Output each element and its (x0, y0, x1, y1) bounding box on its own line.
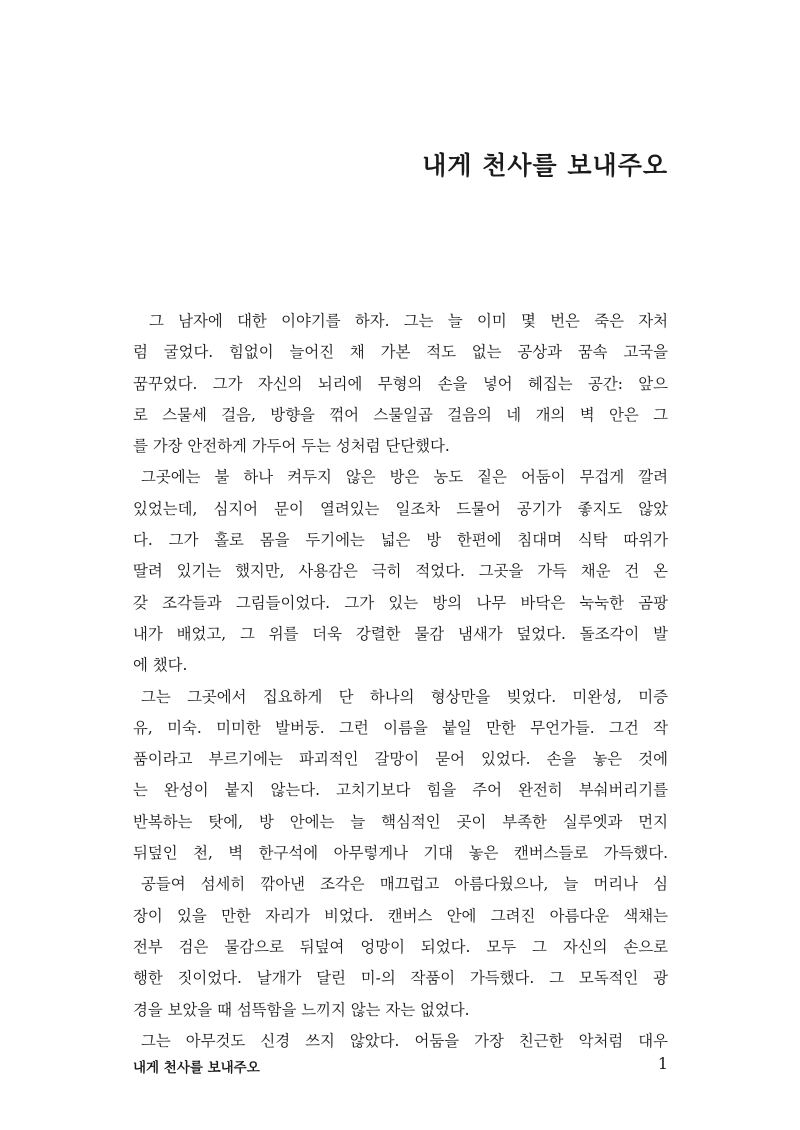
text-line: 공들여 섬세히 깎아낸 조각은 매끄럽고 아름다웠으나, 늘 머리나 심 (141, 875, 668, 894)
page-number: 1 (657, 1054, 668, 1073)
text-line: 갖 조각들과 그림들이었다. 그가 있는 방의 나무 바닥은 눅눅한 곰팡 (133, 593, 668, 612)
text-line: 그 남자에 대한 이야기를 하자. 그는 늘 이미 몇 번은 죽은 자처 (149, 312, 668, 330)
text-line: 전부 검은 물감으로 뒤덮여 엉망이 되었다. 모두 그 자신의 손으로 (133, 937, 668, 956)
text-line: 를 가장 안전하게 가두어 두는 성처럼 단단했다. (133, 437, 450, 456)
text-line: 장이 있을 만한 자리가 비었다. 캔버스 안에 그려진 아름다운 색채는 (133, 906, 668, 925)
text-line: 로 스물세 걸음, 방향을 꺾어 스물일곱 걸음의 네 개의 벽 안은 그 (133, 405, 668, 424)
text-line: 딸려 있기는 했지만, 사용감은 극히 적었다. 그곳을 가득 채운 건 온 (133, 562, 668, 581)
text-line: 뒤덮인 천, 벽 한구석에 아무렇게나 기대 놓은 캔버스들로 가득했다. (133, 844, 668, 863)
text-line: 반복하는 탓에, 방 안에는 늘 핵심적인 곳이 부족한 실루엣과 먼지 (133, 812, 668, 831)
text-line: 럼 굴었다. 힘없이 늘어진 채 가본 적도 없는 공상과 꿈속 고국을 (133, 343, 668, 362)
text-line: 그는 아무것도 신경 쓰지 않았다. 어둠을 가장 친근한 악처럼 대우 (141, 1031, 668, 1050)
text-line: 에 챘다. (133, 656, 188, 675)
text-line: 는 완성이 붙지 않는다. 고치기보다 힘을 주어 완전히 부숴버리기를 (133, 781, 668, 800)
footer-title: 내게 천사를 보내주오 (133, 1060, 260, 1076)
text-line: 내가 배었고, 그 위를 더욱 강렬한 물감 냄새가 덮었다. 돌조각이 발 (133, 624, 668, 643)
page-title: 내게 천사를 보내주오 (422, 151, 668, 180)
text-line: 품이라고 부르기에는 파괴적인 갈망이 묻어 있었다. 손을 놓은 것에 (133, 750, 668, 769)
text-line: 있었는데, 심지어 문이 열려있는 일조차 드물어 공기가 좋지도 않았 (133, 499, 668, 518)
text-line: 꿈꾸었다. 그가 자신의 뇌리에 무형의 손을 넣어 헤집는 공간: 앞으 (133, 374, 668, 393)
text-line: 그곳에는 불 하나 켜두지 않은 방은 농도 짙은 어둠이 무겁게 깔려 (141, 468, 668, 487)
text-line: 유, 미숙. 미미한 발버둥. 그런 이름을 붙일 만한 무언가들. 그건 작 (133, 718, 668, 737)
body-text (133, 306, 668, 1057)
text-line: 다. 그가 홀로 몸을 두기에는 넓은 방 한편에 침대며 식탁 따위가 (133, 531, 668, 550)
text-line: 행한 짓이었다. 날개가 달린 미-의 작품이 가득했다. 그 모독적인 광 (133, 969, 668, 988)
text-line: 그는 그곳에서 집요하게 단 하나의 형상만을 빚었다. 미완성, 미증 (141, 687, 668, 706)
text-line: 경을 보았을 때 섬뜩함을 느끼지 않는 자는 없었다. (133, 1000, 470, 1019)
